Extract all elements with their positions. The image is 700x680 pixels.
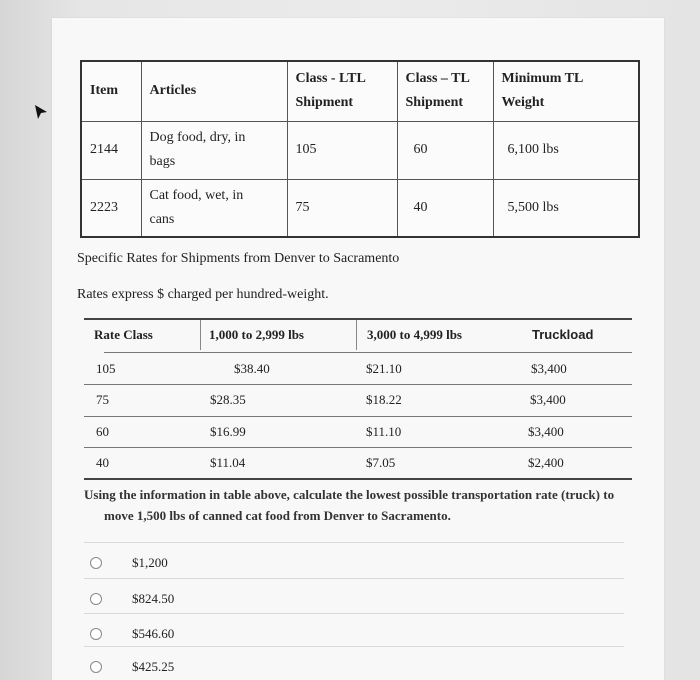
cell-articles-line1: Dog food, dry, in	[149, 130, 246, 146]
cell-truckload: $2,400	[528, 455, 564, 470]
cell-rate-low: $38.40	[234, 361, 270, 376]
question-line2: move 1,500 lbs of canned cat food from Denver to Sacramento.	[104, 508, 451, 523]
header-min-tl	[493, 61, 639, 121]
column-divider	[356, 320, 357, 350]
cell-rate-class: 105	[96, 361, 116, 376]
cell-truckload: $3,400	[528, 424, 564, 439]
option-label: $1,200	[132, 555, 168, 570]
column-divider	[200, 320, 201, 350]
header-class-tl	[397, 61, 493, 121]
option-label: $425.25	[132, 659, 175, 674]
row-divider	[84, 384, 632, 385]
cell-min: 5,500 lbs	[493, 179, 639, 237]
cell-rate-low: $16.99	[210, 424, 246, 439]
option-divider	[84, 542, 624, 543]
cell-tl: 60	[397, 121, 493, 179]
header-min-tl-line2: Weight	[501, 95, 545, 111]
rates-table	[84, 318, 632, 482]
row-divider	[84, 447, 632, 448]
option-label: $546.60	[132, 626, 175, 641]
table-bottom-border	[84, 478, 632, 480]
cell-item: 2223	[81, 179, 141, 237]
header-class-ltl-line2: Shipment	[295, 95, 354, 111]
row-divider	[84, 416, 632, 417]
header-class-ltl	[287, 61, 397, 121]
row-divider	[104, 352, 632, 353]
option-divider	[84, 613, 624, 614]
cell-item: 2144	[81, 121, 141, 179]
header-min-tl-line1: Minimum TL	[501, 71, 584, 87]
question-text	[84, 484, 629, 526]
cell-truckload: $3,400	[531, 361, 567, 376]
header-class-tl-line2: Shipment	[405, 95, 464, 111]
rates-description-note: Rates express $ charged per hundred-weight.	[77, 287, 329, 302]
cell-rate-mid: $7.05	[366, 455, 396, 470]
option-label: $824.50	[132, 591, 175, 606]
cell-ltl: 75	[287, 179, 397, 237]
cell-rate-class: 60	[96, 424, 109, 439]
radio-button[interactable]	[90, 593, 102, 605]
header-articles: Articles	[141, 61, 287, 121]
mouse-cursor-icon	[34, 104, 48, 120]
question-line1: Using the information in table above, calculate the lowest possible transportation rate (truck) to	[84, 487, 615, 502]
answer-option-2[interactable]	[84, 582, 624, 612]
header-item: Item	[81, 61, 141, 121]
header-1000-2999: 1,000 to 2,999 lbs	[209, 327, 304, 342]
cell-rate-class: 75	[96, 392, 109, 407]
rate-classes-table	[80, 60, 640, 238]
header-truckload: Truckload	[532, 327, 594, 342]
radio-button[interactable]	[90, 661, 102, 673]
cell-truckload: $3,400	[530, 392, 566, 407]
cell-articles-line2: bags	[149, 154, 176, 169]
table-header-row	[81, 61, 639, 121]
header-class-tl-line1: Class – TL	[405, 71, 470, 87]
radio-button[interactable]	[90, 628, 102, 640]
table-row	[81, 121, 639, 179]
option-divider	[84, 646, 624, 647]
answer-option-1[interactable]	[84, 546, 624, 576]
option-divider	[84, 578, 624, 579]
cell-rate-class: 40	[96, 455, 109, 470]
cell-rate-mid: $21.10	[366, 361, 402, 376]
cell-articles	[141, 179, 287, 237]
rates-description-title: Specific Rates for Shipments from Denver to Sacramento	[77, 251, 400, 266]
answer-option-3[interactable]	[84, 617, 624, 647]
cell-tl: 40	[397, 179, 493, 237]
cell-rate-mid: $11.10	[366, 424, 402, 439]
header-3000-4999: 3,000 to 4,999 lbs	[367, 327, 462, 342]
cell-rate-low: $11.04	[210, 455, 246, 470]
cell-rate-low: $28.35	[210, 392, 246, 407]
radio-button[interactable]	[90, 557, 102, 569]
table-top-border	[84, 318, 632, 320]
cell-articles-line2: cans	[149, 211, 175, 227]
header-class-ltl-line1: Class - LTL	[295, 71, 366, 87]
header-rate-class: Rate Class	[94, 327, 153, 342]
cell-articles	[141, 121, 287, 179]
cell-rate-mid: $18.22	[366, 392, 402, 407]
table-row	[81, 179, 639, 237]
answer-option-4[interactable]	[84, 650, 624, 680]
cell-min: 6,100 lbs	[493, 121, 639, 179]
cell-ltl: 105	[287, 121, 397, 179]
cell-articles-line1: Cat food, wet, in	[149, 187, 244, 203]
